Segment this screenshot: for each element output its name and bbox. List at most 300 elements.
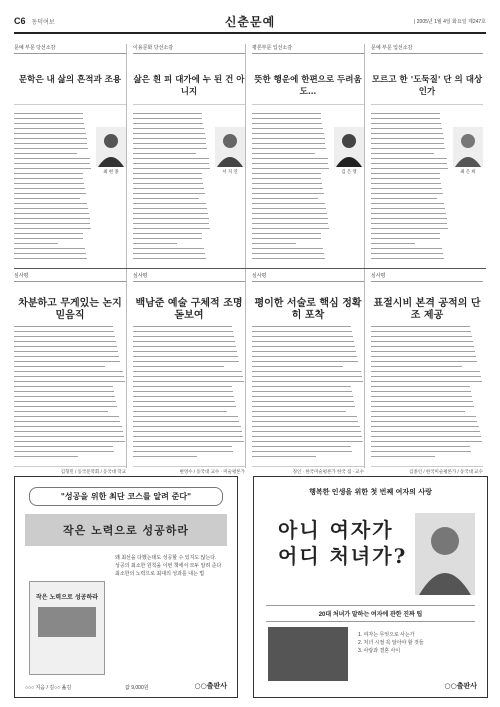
text-line <box>371 208 445 209</box>
text-line <box>252 188 323 189</box>
text-line <box>14 416 119 417</box>
text-line <box>14 228 91 229</box>
text-line <box>252 376 362 377</box>
text-line <box>133 198 199 199</box>
author-photo <box>215 127 245 167</box>
text-line <box>14 133 86 134</box>
review-label: 심사평 <box>14 272 126 282</box>
body-text <box>14 113 92 263</box>
text-line <box>371 406 474 407</box>
text-line <box>14 426 122 427</box>
text-line <box>133 123 203 124</box>
text-line <box>133 401 235 402</box>
text-line <box>252 118 321 119</box>
text-line <box>14 253 86 254</box>
text-line <box>14 331 114 332</box>
text-line <box>133 158 209 159</box>
body-text <box>252 113 330 263</box>
text-line <box>14 386 113 387</box>
text-line <box>14 391 114 392</box>
body-text <box>133 113 211 263</box>
ad-top-line: 행복한 인생을 위한 첫 번째 여자의 사랑 <box>309 487 432 496</box>
text-line <box>252 421 358 422</box>
section-title: 신춘문예 <box>224 14 276 29</box>
article-title: 문학은 내 삶의 흔적과 조용 <box>18 75 122 85</box>
text-line <box>252 366 343 367</box>
article-label: 이용문화 당선소감 <box>133 44 245 54</box>
text-line <box>371 381 482 382</box>
article-body <box>14 113 126 263</box>
text-line <box>371 158 447 159</box>
text-line <box>133 356 238 357</box>
text-line <box>252 361 358 362</box>
text-line <box>14 148 88 149</box>
article-top-3 <box>252 44 364 263</box>
article-top-4 <box>371 44 483 263</box>
text-line <box>371 366 462 367</box>
text-line <box>252 163 328 164</box>
article-body <box>133 113 245 263</box>
text-line <box>133 396 234 397</box>
book-cover-image <box>268 627 348 681</box>
text-line <box>133 188 204 189</box>
review-4 <box>371 272 483 475</box>
ad-body <box>358 631 476 655</box>
text-line <box>133 238 202 239</box>
text-line <box>14 163 90 164</box>
text-line <box>14 153 77 154</box>
issue-date: | 2005년 1월 4일 화요일 제247호 <box>414 18 486 25</box>
text-line <box>133 193 205 194</box>
text-line <box>252 218 328 219</box>
author-caption: 김 은 영 <box>341 169 357 174</box>
article-top-1 <box>14 44 126 263</box>
text-line <box>14 188 85 189</box>
article-body <box>371 113 483 263</box>
text-line <box>133 326 232 327</box>
text-line <box>14 336 115 337</box>
article-title: 모르고 한 '도둑질' 단 의 대상인가 <box>371 75 483 97</box>
ad-sub-line: 왜 최선을 다했는데도 성공할 수 있지도 않는다. <box>115 555 217 561</box>
text-line <box>133 386 232 387</box>
text-line <box>252 356 357 357</box>
ad-sub-line: 성공의 최소한 원칙을 이번 책에서 모두 알려 준다 <box>115 563 222 569</box>
text-line <box>14 431 123 432</box>
text-line <box>133 168 210 169</box>
text-line <box>371 163 447 164</box>
ad-body-line: 1. 여자는 무엇으로 사는가 <box>358 632 415 638</box>
ad-sub-line: 최소한의 노력으로 최대의 성과를 내는 법 <box>115 571 205 577</box>
book-advertisement-right <box>253 476 488 698</box>
text-line <box>371 193 443 194</box>
text-line <box>371 128 442 129</box>
text-line <box>371 143 444 144</box>
text-line <box>252 341 354 342</box>
text-line <box>252 396 353 397</box>
review-label: 심사평 <box>371 272 483 282</box>
text-line <box>14 173 83 174</box>
text-line <box>371 351 475 352</box>
text-line <box>133 351 237 352</box>
title-rule <box>371 104 483 105</box>
text-line <box>133 391 233 392</box>
text-line <box>133 371 242 372</box>
text-line <box>133 228 210 229</box>
text-line <box>133 133 205 134</box>
text-line <box>14 436 124 437</box>
text-line <box>371 258 444 259</box>
text-line <box>133 411 227 412</box>
text-line <box>14 351 118 352</box>
text-line <box>14 208 88 209</box>
review-body <box>252 326 364 464</box>
text-line <box>252 143 325 144</box>
text-line <box>371 223 447 224</box>
text-line <box>371 376 481 377</box>
text-line <box>252 183 322 184</box>
text-line <box>133 436 243 437</box>
review-title: 백남준 예술 구체적 조명 돋보여 <box>135 298 243 321</box>
text-line <box>14 198 80 199</box>
text-line <box>14 123 84 124</box>
text-line <box>133 421 239 422</box>
text-line <box>133 208 207 209</box>
text-line <box>252 258 325 259</box>
title-rule <box>252 104 364 105</box>
text-line <box>133 346 236 347</box>
body-text <box>252 326 364 464</box>
text-line <box>371 446 470 447</box>
ad-subtitle: 20대 처녀가 말하는 여자에 관한 진짜 팁 <box>266 605 475 622</box>
text-line <box>252 451 352 452</box>
text-line <box>14 406 117 407</box>
text-line <box>14 233 83 234</box>
text-line <box>371 411 465 412</box>
text-line <box>133 441 244 442</box>
text-line <box>14 138 87 139</box>
text-line <box>14 401 116 402</box>
text-line <box>371 336 472 337</box>
book-cover-title: 작은 노력으로 성공하라 <box>35 594 99 601</box>
text-line <box>252 213 327 214</box>
text-line <box>133 178 202 179</box>
column-divider <box>364 44 365 468</box>
text-line <box>252 113 321 114</box>
text-line <box>371 238 440 239</box>
article-top-2 <box>133 44 245 263</box>
text-line <box>133 446 232 447</box>
text-line <box>252 158 328 159</box>
ad-main-line: 어디 처녀가? <box>278 544 408 568</box>
text-line <box>252 193 324 194</box>
text-line <box>371 213 446 214</box>
text-line <box>252 431 361 432</box>
text-line <box>371 148 445 149</box>
text-line <box>133 118 202 119</box>
text-line <box>371 168 448 169</box>
text-line <box>14 248 85 249</box>
text-line <box>133 431 242 432</box>
text-line <box>252 346 355 347</box>
review-title: 표절시비 본격 공적의 단조 제공 <box>373 298 481 321</box>
text-line <box>14 361 120 362</box>
review-title: 차분하고 무게있는 논지 믿음직 <box>18 298 122 321</box>
review-title: 평이한 서술로 핵심 정확히 포착 <box>254 298 362 321</box>
article-body <box>252 113 364 263</box>
text-line <box>133 243 177 244</box>
text-line <box>133 213 208 214</box>
text-line <box>133 258 206 259</box>
article-label: 평론부문 입선소감 <box>252 44 364 54</box>
text-line <box>14 243 58 244</box>
ad-body-line: 3. 사랑과 결혼 사이 <box>358 648 401 654</box>
text-line <box>14 341 116 342</box>
text-line <box>252 243 296 244</box>
text-line <box>371 123 441 124</box>
ad-author: ○○○ 지음 / 김○○ 옮김 <box>25 685 72 691</box>
review-footer: 김형민 / 동국문학회 / 동국대 학교 <box>14 466 126 475</box>
page-header <box>14 10 486 34</box>
text-line <box>252 253 324 254</box>
text-line <box>371 178 440 179</box>
ad-main-line: 아니 여자가 <box>278 518 394 542</box>
text-line <box>14 113 83 114</box>
text-line <box>14 118 83 119</box>
text-line <box>371 173 440 174</box>
text-line <box>133 361 239 362</box>
text-line <box>133 336 234 337</box>
paper-name: 동덕여보 <box>31 19 55 26</box>
text-line <box>252 371 361 372</box>
ad-headline: "성공을 위한 최단 코스를 알려 준다" <box>29 487 223 506</box>
ad-price: 값 9,000원 <box>125 685 149 691</box>
text-line <box>133 376 243 377</box>
text-line <box>133 366 224 367</box>
text-line <box>371 456 435 457</box>
text-line <box>371 138 444 139</box>
review-body <box>371 326 483 464</box>
text-line <box>371 243 415 244</box>
review-footer: 정인 · 한국미술평론가 한국 집 · 교수 <box>252 466 364 475</box>
review-label: 심사평 <box>133 272 245 282</box>
text-line <box>14 396 115 397</box>
text-line <box>14 451 114 452</box>
author-caption: 서 지 연 <box>222 169 238 174</box>
ad-main-title: 작은 노력으로 성공하라 <box>25 514 227 546</box>
text-line <box>252 426 360 427</box>
text-line <box>133 223 209 224</box>
text-line <box>252 198 318 199</box>
text-line <box>14 346 117 347</box>
text-line <box>14 168 91 169</box>
text-line <box>371 371 480 372</box>
text-line <box>133 173 202 174</box>
text-line <box>133 163 209 164</box>
text-line <box>14 376 124 377</box>
text-line <box>14 326 113 327</box>
text-line <box>252 203 325 204</box>
page-number: C6 <box>14 16 26 26</box>
text-line <box>371 346 474 347</box>
text-line <box>133 406 236 407</box>
text-line <box>14 446 113 447</box>
text-line <box>371 248 442 249</box>
text-line <box>133 138 206 139</box>
text-line <box>133 248 204 249</box>
article-label: 문예 부문 입선소감 <box>371 44 483 54</box>
review-body <box>14 326 126 464</box>
column-divider <box>245 44 246 468</box>
text-line <box>371 331 471 332</box>
article-title: 삶은 흰 피 대가에 누 된 건 아니지 <box>133 75 245 97</box>
text-line <box>371 326 470 327</box>
body-text <box>371 326 483 464</box>
text-line <box>252 436 362 437</box>
text-line <box>371 118 440 119</box>
text-line <box>371 218 447 219</box>
text-line <box>252 153 315 154</box>
review-footer: 김종인 / 한국미술평론가 / 동국대 교수 <box>371 466 483 475</box>
text-line <box>133 203 206 204</box>
author-photo <box>96 127 126 167</box>
text-line <box>14 143 87 144</box>
text-line <box>252 411 346 412</box>
text-line <box>252 233 321 234</box>
text-line <box>14 218 90 219</box>
text-line <box>371 386 470 387</box>
text-line <box>14 178 83 179</box>
text-line <box>371 451 471 452</box>
text-line <box>14 193 86 194</box>
text-line <box>371 113 440 114</box>
text-line <box>252 178 321 179</box>
column-divider <box>126 44 127 468</box>
text-line <box>252 128 323 129</box>
text-line <box>252 326 351 327</box>
text-line <box>133 341 235 342</box>
text-line <box>252 401 354 402</box>
text-line <box>14 203 87 204</box>
text-line <box>252 238 321 239</box>
text-line <box>371 203 444 204</box>
text-line <box>252 386 351 387</box>
review-2 <box>133 272 245 475</box>
text-line <box>14 128 85 129</box>
text-line <box>14 411 108 412</box>
ad-body-line: 2. 처녀 시절 꼭 알아야 할 것들 <box>358 640 424 646</box>
text-line <box>252 336 353 337</box>
text-line <box>14 421 120 422</box>
text-line <box>371 228 448 229</box>
text-line <box>252 208 326 209</box>
text-line <box>252 381 363 382</box>
text-line <box>371 436 481 437</box>
author-caption: 최 은 희 <box>460 169 476 174</box>
text-line <box>371 441 482 442</box>
text-line <box>371 153 434 154</box>
text-line <box>252 173 321 174</box>
text-line <box>371 401 473 402</box>
text-line <box>133 113 202 114</box>
review-label: 심사평 <box>252 272 364 282</box>
text-line <box>252 441 363 442</box>
body-text <box>14 326 126 464</box>
text-line <box>252 138 325 139</box>
row-separator <box>14 268 486 269</box>
text-line <box>14 366 105 367</box>
text-line <box>371 356 476 357</box>
text-line <box>133 153 196 154</box>
text-line <box>371 133 443 134</box>
text-line <box>371 416 476 417</box>
text-line <box>371 426 479 427</box>
author-photo <box>453 127 483 167</box>
text-line <box>252 406 355 407</box>
text-line <box>133 218 209 219</box>
ad-subtext <box>115 554 223 578</box>
ad-publisher: ○○출판사 <box>444 681 477 690</box>
article-title: 뜻한 행운에 한편으로 두려움도… <box>254 75 362 97</box>
text-line <box>371 431 480 432</box>
text-line <box>371 421 477 422</box>
text-line <box>14 441 125 442</box>
ad-main-title <box>278 517 407 569</box>
text-line <box>133 253 205 254</box>
text-line <box>252 248 323 249</box>
text-line <box>14 356 119 357</box>
author-caption: 최 현 종 <box>103 169 119 174</box>
text-line <box>14 238 83 239</box>
text-line <box>371 253 443 254</box>
text-line <box>252 446 351 447</box>
text-line <box>371 361 477 362</box>
body-text <box>371 113 449 263</box>
text-line <box>133 416 238 417</box>
text-line <box>252 391 352 392</box>
text-line <box>133 233 202 234</box>
text-line <box>133 381 244 382</box>
text-line <box>14 381 125 382</box>
text-line <box>371 198 437 199</box>
text-line <box>252 148 326 149</box>
ad-photo <box>415 513 475 595</box>
book-advertisement-left <box>14 476 238 698</box>
text-line <box>371 396 472 397</box>
text-line <box>14 183 84 184</box>
article-label: 문예 부문 당선소감 <box>14 44 126 54</box>
text-line <box>14 371 123 372</box>
text-line <box>133 451 233 452</box>
book-cover-image <box>29 581 105 675</box>
text-line <box>252 123 322 124</box>
text-line <box>252 228 329 229</box>
text-line <box>371 188 442 189</box>
book-cover-art <box>38 607 96 637</box>
text-line <box>14 258 87 259</box>
text-line <box>371 183 441 184</box>
review-body <box>133 326 245 464</box>
text-line <box>133 426 241 427</box>
review-1 <box>14 272 126 475</box>
body-text <box>133 326 245 464</box>
text-line <box>133 148 207 149</box>
text-line <box>14 456 78 457</box>
text-line <box>252 331 352 332</box>
text-line <box>133 456 197 457</box>
text-line <box>371 341 473 342</box>
text-line <box>252 223 328 224</box>
text-line <box>371 233 440 234</box>
